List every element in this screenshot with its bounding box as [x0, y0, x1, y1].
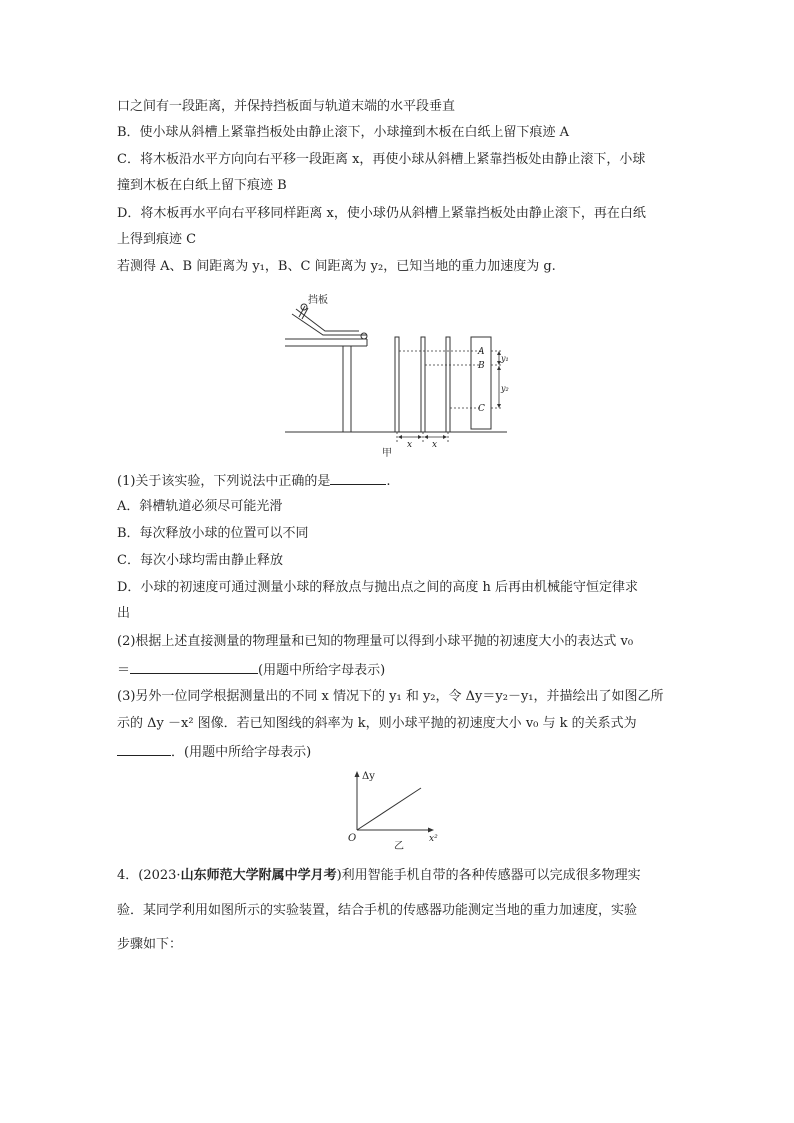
option-b-step: B．使小球从斜槽上紧靠挡板处由静止滚下，小球撞到木板在白纸上留下痕迹 A [117, 125, 570, 140]
option-a: A．斜槽轨道必须尽可能光滑 [117, 499, 283, 514]
question-3-stem: (3)另外一位同学根据测量出的不同 x 情况下的 y₁ 和 y₂，令 Δy＝y₂－y₁，并描绘出了如图乙所 [117, 689, 664, 704]
question-4-stem [117, 868, 641, 884]
question-1-stem [117, 472, 391, 490]
answer-blank[interactable] [130, 661, 258, 674]
question-3-answer-line [117, 743, 311, 761]
point-b-label: B [478, 361, 485, 371]
question-2-answer-line [117, 661, 385, 679]
baffle-label: 挡板 [308, 295, 328, 306]
origin-label: O [348, 833, 357, 844]
option-d: D．小球的初速度可通过测量小球的释放点与抛出点之间的高度 h 后再由机械能守恒定律求 [117, 580, 639, 595]
question-1-stem-end: . [386, 474, 391, 489]
question-2-note: (用题中所给字母表示) [258, 663, 386, 678]
delta-y-vs-x2-graph [345, 768, 445, 852]
equals-sign: ＝ [117, 663, 131, 678]
text-line: 撞到木板在白纸上留下痕迹 B [117, 178, 287, 193]
text-line: 上得到痕迹 C [117, 232, 197, 247]
question-4-text: )利用智能手机自带的各种传感器可以完成很多物理实 [336, 868, 641, 883]
option-c-step: C．将木板沿水平方向向右平移一段距离 x，再使小球从斜槽上紧靠挡板处由静止滚下，小球 [117, 152, 646, 167]
text-line: 口之间有一段距离，并保持挡板面与轨道末端的水平段垂直 [117, 99, 456, 114]
option-c: C．每次小球均需由静止释放 [117, 553, 283, 568]
option-b: B．每次释放小球的位置可以不同 [117, 526, 309, 541]
x-axis-label: x² [429, 834, 438, 844]
figure-caption: 甲 [382, 448, 392, 459]
option-d-step: D．将木板再水平向右平移同样距离 x，使小球仍从斜槽上紧靠挡板处由静止滚下，再在白纸 [117, 206, 646, 221]
measurement-statement: 若测得 A、B 间距离为 y₁，B、C 间距离为 y₂，已知当地的重力加速度为 g. [117, 259, 556, 274]
answer-blank[interactable] [117, 743, 171, 756]
question-4-text-cont: 步骤如下： [117, 937, 183, 952]
figure-caption: 乙 [394, 841, 404, 852]
question-4-number: 4．(2023· [117, 868, 181, 883]
y2-label: y₂ [501, 384, 509, 393]
question-1-text: (1)关于该实验，下列说法中正确的是 [117, 474, 331, 489]
question-3-note: ．(用题中所给字母表示) [171, 745, 312, 760]
answer-blank[interactable] [330, 472, 386, 485]
question-3-stem-cont: 示的 Δy －x² 图像．若已知图线的斜率为 k，则小球平抛的初速度大小 v₀ 与 k 的关系式为 [117, 716, 637, 731]
point-c-label: C [478, 404, 485, 414]
y-axis-label: Δy [362, 771, 375, 782]
question-2-stem: (2)根据上述直接测量的物理量和已知的物理量可以得到小球平抛的初速度大小的表达式 v₀ [117, 634, 634, 649]
y1-label: y₁ [501, 354, 509, 363]
question-4-source: 山东师范大学附属中学月考 [180, 868, 337, 883]
option-d-cont: 出 [117, 606, 131, 621]
point-a-label: A [478, 347, 485, 357]
x-distance-label: x [407, 440, 413, 450]
apparatus-diagram [275, 290, 515, 460]
question-4-text-cont: 验．某同学利用如图所示的实验装置，结合手机的传感器功能测定当地的重力加速度，实验 [117, 903, 638, 918]
x-distance-label: x [432, 440, 438, 450]
